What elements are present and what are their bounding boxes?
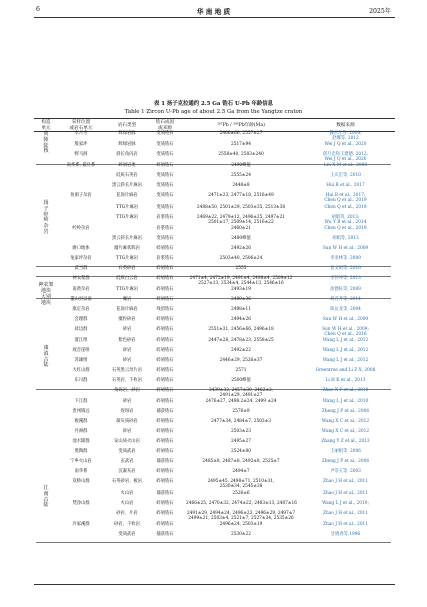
rock-cell: 凝灰质砂岩 <box>116 419 138 425</box>
rock-cell: 辉绿岩脉 <box>118 142 136 148</box>
mineral-cell: 变质锆石 <box>156 193 174 199</box>
mineral-cell: 变质锆石 <box>156 183 174 189</box>
mineral-cell: 碎屑锆石 <box>156 399 174 405</box>
age-cell: 2576±9 <box>232 409 250 415</box>
mineral-cell: 碎屑锆石 <box>156 317 174 322</box>
age-cell: 2439±32, 2457±30, 2462±2, 2491±29, 2491±27 <box>208 388 274 399</box>
mineral-cell: 岩浆锆石 <box>156 225 174 231</box>
mineral-cell: 碎屑锆石 <box>156 449 174 455</box>
tectonic-unit-label: 大别 地块 <box>40 294 51 306</box>
mineral-cell: 碎屑锆石 <box>156 265 174 271</box>
site-cell: 丹洲群 <box>74 429 88 435</box>
site-cell: 崆岭杂岩 <box>72 225 90 231</box>
source-cell: Wang L J et al., 2012 <box>322 338 369 344</box>
rock-cell: 斜长角闪岩 <box>116 152 138 158</box>
age-cell: 2480峰值 <box>231 235 251 241</box>
source-cell: Wang X C et al., 2012 <box>321 429 370 435</box>
site-cell: 宁乡火山岩 <box>70 459 92 465</box>
site-cell: 殷家坪 <box>74 142 88 148</box>
rock-cell: 硅质白云岩 <box>116 275 138 281</box>
source-cell: 李怀坤等, 2013 <box>330 275 361 281</box>
source-cell: Chen Q et al., 2019 <box>324 204 367 210</box>
rock-cell: 安山质火山岩 <box>114 439 140 445</box>
col-source: 数据来源 <box>336 123 355 128</box>
rock-cell: 玄武岩 <box>120 459 134 465</box>
age-cell: 2495±45, 2498±71, 2510±31, 2530±34, 2545±38 <box>207 479 275 490</box>
mineral-cell: 碎屑锆石 <box>156 348 174 354</box>
source-cell: Wang L J et al., 2012 <box>322 348 369 354</box>
table-row <box>36 194 391 204</box>
site-cell: 盐边群 <box>74 327 88 332</box>
mineral-cell: 变质锆石 <box>156 235 174 241</box>
site-cell: 野马洞 <box>74 152 88 158</box>
age-cell: 2448±8 <box>232 183 250 189</box>
mineral-cell: 变质锆石 <box>156 142 174 148</box>
tectonic-unit-label: 扬 子 崆 岭 杂 岩 <box>43 200 49 235</box>
site-cell: 磨口地体 <box>72 245 90 251</box>
source-cell: Wei J Q et al., 2020 <box>324 142 367 148</box>
rock-cell: 石英岩、千枚岩 <box>111 378 143 384</box>
site-cell: 南黄杂岩 <box>72 287 90 292</box>
age-cell: 2488±50, 2501±29, 2503±35, 2513±38 <box>196 204 286 210</box>
age-cell: 2466±66, 2557±27 <box>219 131 263 136</box>
age-cell: 2524±80 <box>230 449 251 455</box>
age-cell: 2490峰值 <box>231 163 251 169</box>
rock-cell: 沉凝灰岩 <box>118 469 136 475</box>
rock-cell: TTG片麻岩 <box>115 287 139 292</box>
mineral-cell: 变质锆石 <box>156 131 174 136</box>
age-cell: 2466±25, 2470±32, 2474±22, 2483±13, 2487±16 <box>186 500 297 506</box>
rock-cell: 砂岩 <box>122 358 132 364</box>
age-cell: 2498±11 <box>230 307 251 312</box>
age-cell: 2551±31, 2456±66, 2496±18 <box>208 327 274 332</box>
source-cell: Sun W H et al., 2009; Chen Q et al., 2016 <box>322 327 369 337</box>
site-cell: 董山县以南 <box>70 297 92 302</box>
col-unit: 构造 单元 <box>41 120 51 131</box>
table-row <box>36 132 391 142</box>
age-cell: 2503±40, 2506±24 <box>219 255 263 261</box>
rock-cell: 石英黑云母片岩 <box>111 368 143 374</box>
source-cell: Zhao X F et al., 2010 <box>322 388 369 394</box>
rock-cell: TTG片麻岩 <box>115 214 139 220</box>
source-cell: 胡娟等, 2013; Wu Y B et al., 2014 <box>324 214 367 225</box>
mineral-cell: 碎屑锆石 <box>156 521 174 527</box>
age-cell: 2476±27, 2498.2±24, 2499 ±24 <box>205 399 277 405</box>
table-bottom-rule <box>34 584 395 585</box>
rock-cell: 砂岩、片岩 <box>116 510 138 516</box>
source-cell: Sun W H et al., 2009 <box>322 245 369 251</box>
age-cell: 2493±19 <box>230 287 251 292</box>
tectonic-unit-label: 黄 陵 陆 核 <box>43 131 49 155</box>
site-cell: 苏雄组 <box>74 358 88 364</box>
col-age: ²⁰⁷Pb / ²⁰⁶Pb年龄(Ma) <box>217 123 265 128</box>
rock-cell: 砂岩 <box>122 327 132 332</box>
source-cell: Hui B et al., 2017; Chen Q et al., 2019 <box>324 193 367 204</box>
source-cell: Zheng J P et al., 2006 <box>321 459 370 465</box>
mineral-cell: 碎屑锆石 <box>156 368 174 374</box>
site-cell: 梵净山群 <box>72 500 90 506</box>
age-cell: 2496±24, 2503±19 <box>219 521 263 527</box>
age-cell: 2491±29, 2494±24, 2496±23, 2496±29, 2497±7 2499±21, 2503±4, 2521±7, 2527±34, 2535±26 <box>186 510 296 521</box>
site-cell: 东川群 <box>74 378 88 384</box>
source-cell: Li H K et al., 2013 <box>325 378 366 384</box>
rock-cell: 煌斑岩 <box>120 409 134 415</box>
col-mineral: 锆石成因 或来源 <box>155 120 175 131</box>
tectonic-unit-label: 神农架 地块 <box>38 282 54 294</box>
mineral-cell: 碎屑锆石 <box>156 163 174 169</box>
rock-cell: 黑云斜长片麻岩 <box>111 235 143 241</box>
rock-cell: TTG片麻岩 <box>115 204 139 210</box>
source-cell: 尹崇玉等, 2003 <box>330 469 361 475</box>
source-cell: 王庆宏等, 2010 <box>330 173 361 179</box>
age-cell: 2495±27 <box>230 439 251 445</box>
source-cell: Zheng J P et al., 2006 <box>321 409 370 415</box>
source-cell: 甘晓春等,1996 <box>330 531 361 537</box>
mineral-cell: 变质锆石 <box>156 173 174 179</box>
table-row <box>36 389 391 399</box>
age-cell: 2517±94 <box>230 142 251 148</box>
source-cell: 魏君奇等, 2009; 赵娜等, 2012 <box>329 131 362 141</box>
page-header <box>0 5 427 17</box>
page-number: 6 <box>36 6 40 13</box>
mineral-cell: 碎屑锆石 <box>156 327 174 332</box>
table-row <box>36 216 391 226</box>
table-caption-cn: 表 1 扬子克拉通约 2.5 Ga 锆石 U-Pb 年龄信息 <box>153 101 274 107</box>
mineral-cell: 碎屑锆石 <box>156 275 174 281</box>
rock-cell: 花岗片麻岩 <box>116 193 138 199</box>
mineral-cell: 碎屑锆石 <box>156 419 174 425</box>
mineral-cell: 变质锆石 <box>156 152 174 158</box>
table-caption-en: Table 1 Zircon U-Pb age of about 2.5 Ga from the Yangtze craton <box>124 109 303 115</box>
age-cell: 2494±26 <box>230 317 251 322</box>
mineral-cell: 碎屑锆石 <box>156 469 174 475</box>
rock-cell: 糜岩 <box>122 297 132 302</box>
rock-cell: 碎屑岩类 <box>118 163 136 169</box>
source-cell: Liu X M et al., 2008 <box>323 163 368 169</box>
rock-cell: 花岗片麻岩 <box>116 307 138 312</box>
mineral-cell: 碎屑锆石 <box>156 479 174 485</box>
source-cell: Wang L J et al., 2010 <box>322 399 369 405</box>
site-cell: 下江群 <box>74 399 88 405</box>
source-cell: Zhao J H et al., 2011 <box>322 490 369 496</box>
mineral-cell: 碎屑锆石 <box>156 500 174 506</box>
rock-cell: 糜片麻状辉岩 <box>114 245 140 251</box>
table-row <box>36 328 391 338</box>
age-cell: 2471±4, 2472±19, 2491±4, 2498±4, 2509±12 2527±13, 2534±4, 2544±13, 2546±16 <box>189 275 293 286</box>
site-cell: 兔家坪杂岩 <box>70 255 92 261</box>
mineral-cell: 岩浆锆石 <box>156 255 174 261</box>
site-cell: 水月寺 <box>74 131 88 136</box>
site-cell: 板溪群 <box>74 419 88 425</box>
table-row <box>36 533 391 543</box>
rock-cell: TTG片麻岩 <box>115 255 139 261</box>
mineral-cell: 碎屑锆石 <box>156 297 174 302</box>
rock-cell: 砂岩 <box>122 429 132 435</box>
rock-cell: 黑云斜长片麻岩 <box>111 183 143 189</box>
mineral-cell: 捕获锆石 <box>156 531 174 537</box>
group-separator <box>36 542 391 543</box>
site-cell: 会理群 <box>74 317 88 322</box>
age-cell: 2526±6 <box>232 490 250 496</box>
source-cell: Wang X C et al., 2012 <box>321 419 370 425</box>
table-row <box>36 153 391 163</box>
mineral-cell: 碎屑锆石 <box>156 358 174 364</box>
source-cell: 王丽娟等, 2006 <box>330 449 361 455</box>
site-cell: 奥陶群 <box>74 449 88 455</box>
rock-cell: 紫色砂岩 <box>118 338 136 344</box>
table-row <box>36 512 391 522</box>
rock-cell: 火山岩 <box>120 500 134 506</box>
mineral-cell: 变质锆石 <box>156 204 174 210</box>
rock-cell: 变质武岩 <box>118 449 136 455</box>
tectonic-unit-label: 康 滇 古 陆 <box>43 345 49 369</box>
mineral-cell: 碎屑锆石 <box>156 338 174 344</box>
site-cell: 神农架群 <box>72 275 90 281</box>
rock-cell: 硅质石英岩 <box>116 173 138 179</box>
col-site: 采样位置 或岩石单元 <box>69 120 93 131</box>
mineral-cell: 碎屑锆石 <box>156 378 174 384</box>
rock-cell: 砂岩 <box>122 348 132 354</box>
source-cell: Zhao J H et al., 2011 <box>322 479 369 485</box>
mineral-cell: 碎屑锆石 <box>156 429 174 435</box>
rock-cell: 变质武岩 <box>118 531 136 537</box>
col-rock: 岩石类型 <box>117 123 137 128</box>
site-cell: 贵州镇远 <box>72 409 90 415</box>
rock-cell: 石英砂岩 <box>118 265 136 271</box>
age-cell: 2477±34, 2484±7, 2503±3 <box>210 419 271 425</box>
mineral-cell: 捕获锆石 <box>156 490 174 496</box>
mineral-cell: 残留锆石 <box>156 307 174 312</box>
mineral-cell: 岩浆锆石 <box>156 214 174 220</box>
source-cell: 陈岳龙等, 2004 <box>330 307 361 312</box>
mineral-cell: 捕获锆石 <box>156 459 174 465</box>
source-cell: Zhang Y Z et al., 2013 <box>321 439 370 445</box>
mineral-cell: 碎屑锆石 <box>156 510 174 516</box>
age-cell: 2460±21 <box>230 225 251 231</box>
source-cell: Chen Q et al., 2019 <box>324 225 367 231</box>
tectonic-unit-label: 江 南 古 陆 <box>43 485 49 509</box>
mineral-cell: 碎屑锆石 <box>156 245 174 251</box>
age-cell: 2555±24 <box>230 173 251 179</box>
site-cell: 鱼洞子杂岩 <box>70 193 92 199</box>
source-cell: 邱月忠和王建德, 2012; Wei J Q et al., 2020 <box>322 152 369 163</box>
site-cell: 大红山群 <box>72 368 90 374</box>
source-cell: Greentree and Li Z X, 2008 <box>315 368 376 374</box>
age-cell: 2446±29, 2526±37 <box>219 358 263 364</box>
site-cell: 武当群 <box>74 265 88 271</box>
site-cell: 南华系, 震旦系 <box>66 163 96 169</box>
rock-cell: 角砾岩、砂岩 <box>114 388 140 394</box>
mineral-cell: 碎屑锆石 <box>156 439 174 445</box>
source-cell: 胡娟等, 2013 <box>332 235 359 241</box>
age-cell: 2571 <box>235 368 247 374</box>
age-cell: 2530±22 <box>230 531 251 537</box>
table-row <box>36 480 391 490</box>
page-year: 2025年 <box>369 8 391 15</box>
journal-title: 华 南 地 质 <box>196 8 231 16</box>
rock-cell: 石英砂岩、板岩 <box>111 479 143 485</box>
source-cell: 涂德标等, 2009 <box>330 287 361 292</box>
age-cell: 2485±8, 2487±8, 2492±8, 2525±7 <box>202 459 280 465</box>
site-cell: 康定杂岩 <box>72 307 90 312</box>
rock-cell: 糜粒砂岩 <box>118 317 136 322</box>
age-cell: 2558±40, 2583±240 <box>218 152 264 158</box>
rock-cell: 辉绿岩脉 <box>118 131 136 136</box>
source-cell: Zhao J H et al., 2011 <box>322 521 369 527</box>
source-cell: 胡召齐等, 2014 <box>330 297 361 302</box>
rock-cell: 砂岩 <box>122 399 132 405</box>
site-cell: 南华系 <box>74 469 88 475</box>
source-cell: 李亚林等, 2009 <box>330 255 361 261</box>
age-cell: 2494±7 <box>232 469 250 475</box>
age-cell: 2447±28, 2478±23, 2558±25 <box>208 338 274 344</box>
site-cell: 冷家溪群 <box>72 521 90 527</box>
mineral-cell: 碎屑锆石 <box>156 388 174 394</box>
age-cell: 2469±22, 2479±12, 2496±25, 2497±21 2501±17, 2509±14, 2516±22 <box>196 214 286 225</box>
source-cell: Zhao J H et al., 2011 <box>322 510 369 516</box>
rock-cell: 砂岩、千枚岩 <box>114 521 140 527</box>
source-cell: Wang L J et al., 2010; <box>322 500 369 506</box>
rock-cell: 火山岩 <box>120 490 134 496</box>
source-cell: Wang L J et al., 2012 <box>322 358 369 364</box>
age-cell: 2492±22 <box>230 348 251 354</box>
age-cell: 2503±23 <box>230 429 251 435</box>
site-cell: 双桥山群 <box>72 479 90 485</box>
table-top-rule <box>34 118 395 119</box>
source-cell: 袁文娟等, 2010 <box>330 265 361 271</box>
source-cell: Hui B et al., 2017 <box>326 183 365 189</box>
age-cell: 2471±23, 2477±18, 2516±49 <box>208 193 274 199</box>
age-cell: 2555 <box>235 265 247 271</box>
mineral-cell: 捕获锆石 <box>156 409 174 415</box>
site-cell: 池水铺群 <box>72 439 90 445</box>
site-cell: 观音崖组 <box>72 348 90 354</box>
site-cell: 澄江组 <box>74 338 88 344</box>
header-rule <box>34 17 395 18</box>
mineral-cell: 碎屑锆石 <box>156 287 174 292</box>
age-cell: 2489±36 <box>230 297 251 302</box>
table-row <box>36 277 391 287</box>
age-cell: 2500峰值 <box>231 378 251 384</box>
age-cell: 2492±26 <box>230 245 251 251</box>
source-cell: Sun W H et al., 2009 <box>322 317 369 322</box>
